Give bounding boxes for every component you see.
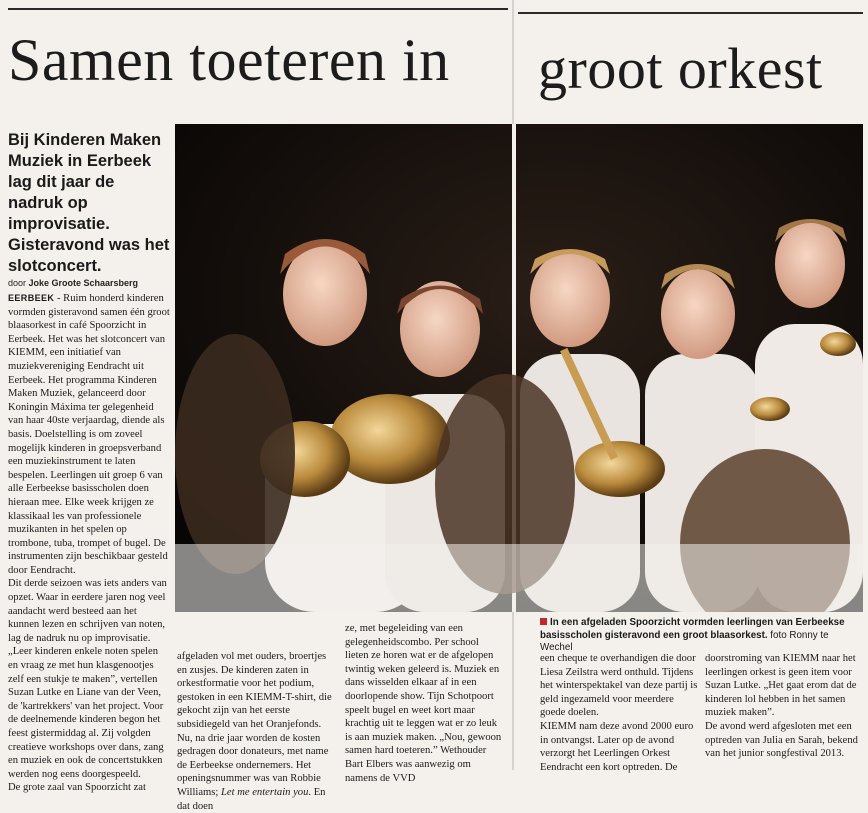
photo-credit: foto Ronny te Wechel <box>540 629 829 653</box>
headline-part-1: Samen toeteren in <box>8 27 450 93</box>
article-column-4: een cheque te overhandigen die door Liesa Zeilstra werd onthuld. Tijdens het winterspektakel van deze partij is geld ingezameld voor meerdere goede doelen. KIEMM nam deze avond 2000 euro in ontvangst. Later op de avond verzorgt het Leerlingen Orkest Eendracht een kort optreden. De <box>540 653 698 773</box>
byline-prefix: door <box>8 278 29 288</box>
headline-part-2: groot orkest <box>538 36 823 101</box>
top-rule-right <box>518 12 863 14</box>
concert-photo <box>175 124 863 612</box>
article-column-1 <box>8 292 170 795</box>
column-1-text: - Ruim honderd kinderen vormden gisteravond samen één groot blaasorkest in café Spoorzicht in Eerbeek. Het was het slotconcert van KIEMM, een initiatief van muziekvereniging Eendracht uit Eerbeek. Het programma Kinderen Maken Muziek, gelanceerd door Koningin Máxima ter gelegenheid van haar 40ste verjaardag, diende als basis. Doelstelling is om zoveel mogelijk kinderen in groepsverband een muziekinstrument te laten bespelen. Leerlingen uit groep 6 van alle Eerbeekse basisscholen doen hieraan mee. Elke week krijgen ze klassikaal les van professionele muzikanten in het spelen op trombone, tuba, trompet of bugel. De instrumenten zijn beschikbaar gesteld door Eendracht. Dit derde seizoen was iets anders van opzet. Waar in eerdere jaren nog veel aandacht werd besteed aan het kunnen lezen en schrijven van noten, lag de nadruk nu op improvisatie. „Leer kinderen enkele noten spelen en vraag ze met hun klasgenootjes zelf een stukje te maken”, vertellen Suzan Lutke en Liane van der Veen, de 'kartrekkers' van het project. Voor de deelnemende kinderen begon het feest gistermiddag al. Zij volgden creatieve workshops over dans, zang en muziek en ook de concertstukken werden nog eens doorgespeeld. De grote zaal van Spoorzicht zat <box>8 293 170 794</box>
photo-caption <box>540 617 860 655</box>
column-2-end: . En dat doen <box>177 786 326 812</box>
column-2-text: afgeladen vol met ouders, broertjes en zusjes. De kinderen zaten in orkestformatie voor het podium, gestoken in een KIEMM-T-shirt, die gekocht zijn van het eerste subsidiegeld van het Oranjefonds. Nu, na drie jaar worden de kosten gedragen door donateurs, met name de Eerbeekse ondernemers. Het openingsnummer was van Robbie Williams; <box>177 651 332 798</box>
byline <box>8 278 138 288</box>
dateline: EERBEEK <box>8 293 55 303</box>
article-column-2 <box>177 650 337 813</box>
intro-text: Bij Kinderen Maken Muziek in Eerbeek lag dit jaar de nadruk op improvisatie. Gisteravond was het slotconcert. <box>8 131 170 275</box>
article-column-5: doorstroming van KIEMM naar het leerlingen orkest is geen item voor Suzan Lutke. „Het gaat erom dat de kinderen lol hebben in het samen muziek maken”. De avond werd afgesloten met een optreden van Julia en Sarah, bekend van het junior songfestival 2013. <box>705 653 858 760</box>
song-title: Let me entertain you <box>221 786 309 798</box>
caption-bullet-icon <box>540 618 547 625</box>
top-rule-left <box>8 8 508 10</box>
article-column-3: ze, met begeleiding van een gelegenheidscombo. Per school lieten ze horen wat er de afgelopen twintig weken geleerd is. Muziek en dans wisselden elkaar af in een doorlopende show. Tijn Schotpoort speelt bugel en weet kort maar krachtig uit te leggen wat er zo leuk is aan muziek maken. „Nou, gewoon samen hard toeteren.” Wethouder Bart Elbers was aanwezig om namens de VVD <box>345 623 502 784</box>
byline-author: Joke Groote Schaarsberg <box>28 278 139 288</box>
concert-photo-illustration <box>175 124 863 612</box>
caption-text: In een afgeladen Spoorzicht vormden leerlingen van Eerbeekse basisscholen gisteravond een groot blaasorkest. <box>540 617 845 641</box>
